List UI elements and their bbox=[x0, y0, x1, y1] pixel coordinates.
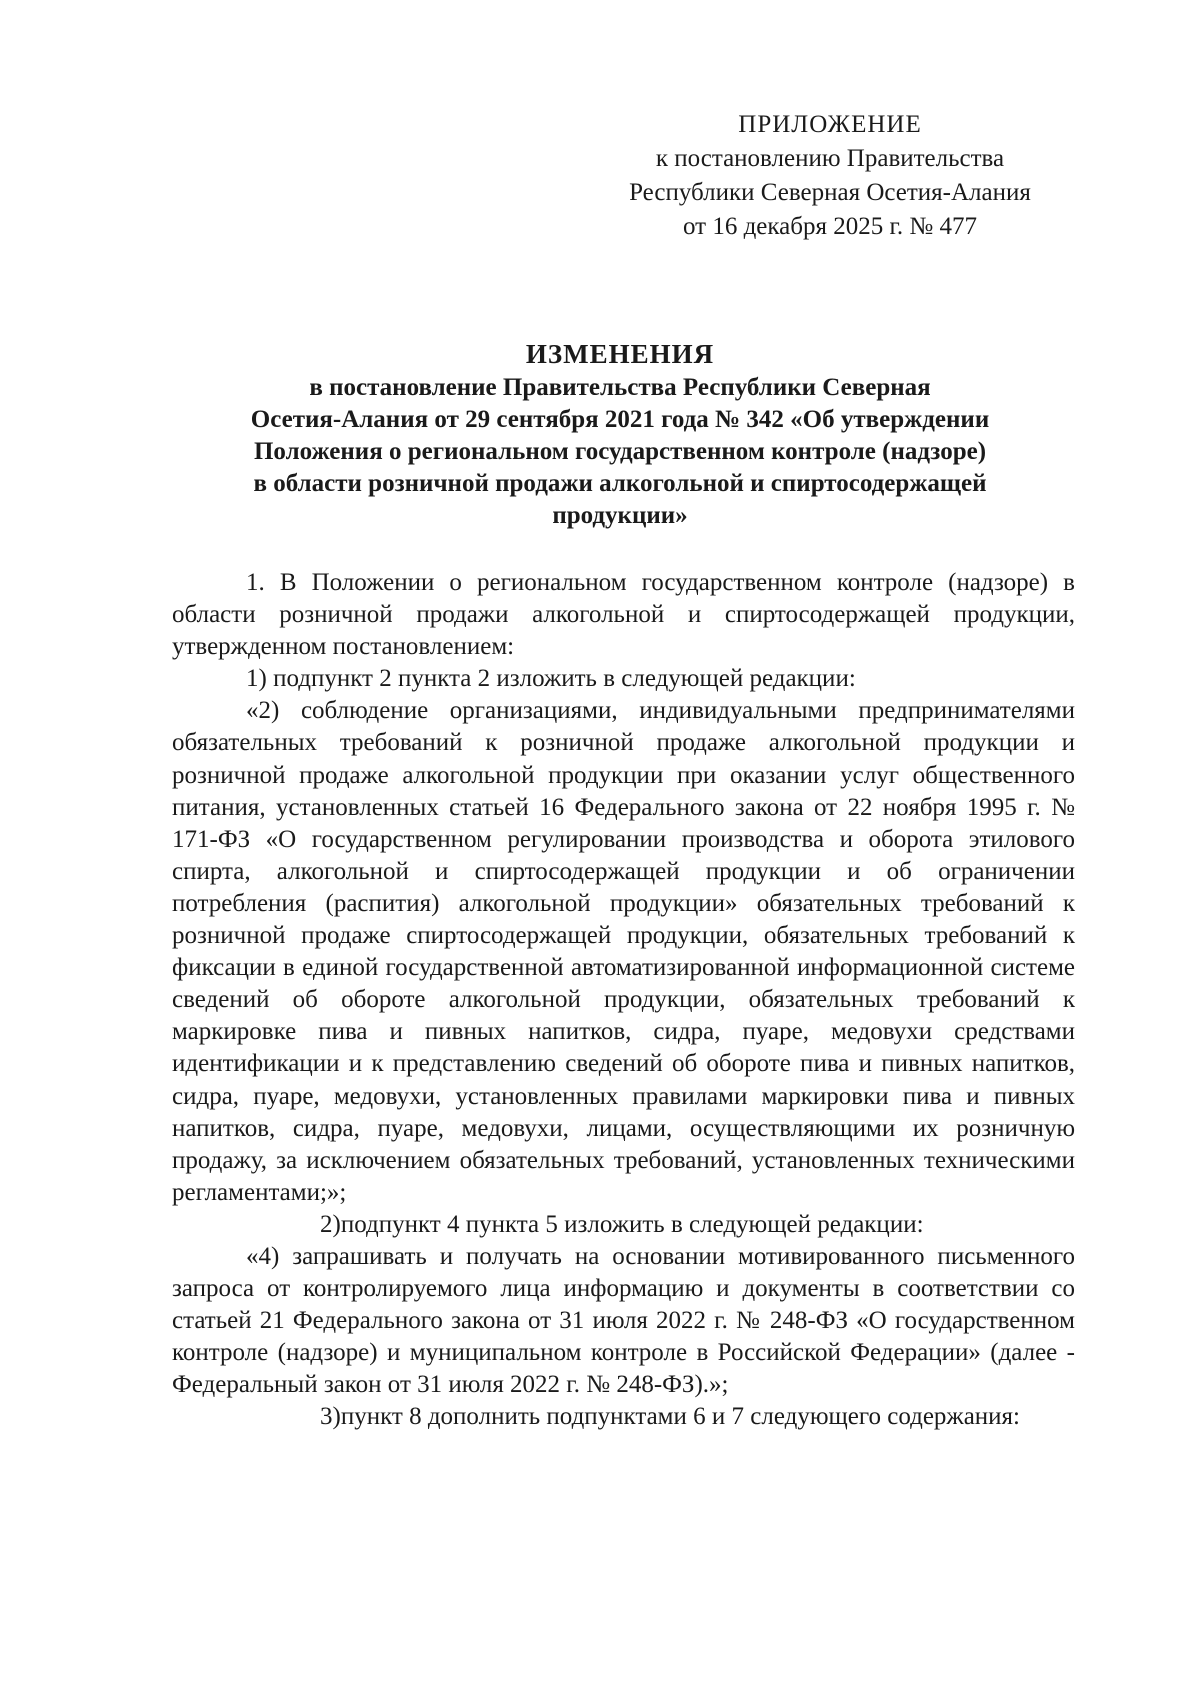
paragraph-6 bbox=[172, 1401, 1075, 1433]
title-line-5: продукции» bbox=[552, 502, 688, 529]
document-body bbox=[172, 567, 1075, 1434]
title-line-2: Осетия-Алания от 29 сентября 2021 года № 342 «Об утверждении bbox=[250, 406, 990, 433]
title-line-3: Положения о региональном государственном контроле (надзоре) bbox=[253, 438, 987, 465]
appendix-title: ПРИЛОЖЕНИЕ bbox=[738, 111, 922, 138]
paragraph-6-text: пункт 8 дополнить подпунктами 6 и 7 следующего содержания: bbox=[340, 1403, 1020, 1431]
paragraph-5: «4) запрашивать и получать на основании мотивированного письменного запроса от контролируемого лица информацию и документы в соответствии со статьей 21 Федерального закона от 31 июля 2022 г. № 248-ФЗ «О государственном контроле (надзоре) и муниципальном контроле в Российской Федерации» (далее - Федеральный закон от 31 июля 2022 г. № 248-ФЗ).»; bbox=[172, 1242, 1075, 1399]
paragraph-4-number: 2) bbox=[320, 1210, 341, 1238]
appendix-line-2: Республики Северная Осетия-Алания bbox=[629, 179, 1031, 206]
appendix-line-3: от 16 декабря 2025 г. № 477 bbox=[682, 213, 978, 240]
paragraph-4 bbox=[172, 1209, 1075, 1241]
appendix-header bbox=[590, 108, 1070, 244]
title-line-4: в области розничной продажи алкогольной и спиртосодержащей bbox=[253, 470, 987, 497]
paragraph-4-text: подпункт 4 пункта 5 изложить в следующей редакции: bbox=[340, 1210, 924, 1238]
title-line-1: в постановление Правительства Республики Северная bbox=[309, 374, 931, 401]
document-title bbox=[160, 338, 1080, 532]
paragraph-1: 1. В Положении о региональном государственном контроле (надзоре) в области розничной продажи алкогольной и спиртосодержащей продукции, утвержденном постановлением: bbox=[172, 569, 1075, 661]
document-heading: ИЗМЕНЕНИЯ bbox=[525, 339, 715, 369]
paragraph-2: 1) подпункт 2 пункта 2 изложить в следующей редакции: bbox=[246, 665, 856, 693]
paragraph-6-number: 3) bbox=[320, 1403, 341, 1431]
appendix-line-1: к постановлению Правительства bbox=[655, 145, 1005, 172]
paragraph-3: «2) соблюдение организациями, индивидуальными предпринимателями обязательных требований к розничной продаже алкогольной продукции и розничной продаже алкогольной продукции при оказании услуг общественного питания, установленных статьей 16 Федерального закона от 22 ноября 1995 г. № 171-ФЗ «О государственном регулировании производства и оборота этилового спирта, алкогольной и спиртосодержащей продукции и об ограничении потребления (распития) алкогольной продукции» обязательных требований к розничной продаже спиртосодержащей продукции, обязательных требований к фиксации в единой государственной автоматизированной информационной системе сведений об обороте алкогольной продукции, обязательных требований к маркировке пива и пивных напитков, сидра, пуаре, медовухи средствами идентификации и к представлению сведений об обороте пива и пивных напитков, сидра, пуаре, медовухи, установленных правилами маркировки пива и пивных напитков, сидра, пуаре, медовухи, лицами, осуществляющими их розничную продажу, за исключением обязательных требований, установленных техническими регламентами;»; bbox=[172, 697, 1075, 1206]
